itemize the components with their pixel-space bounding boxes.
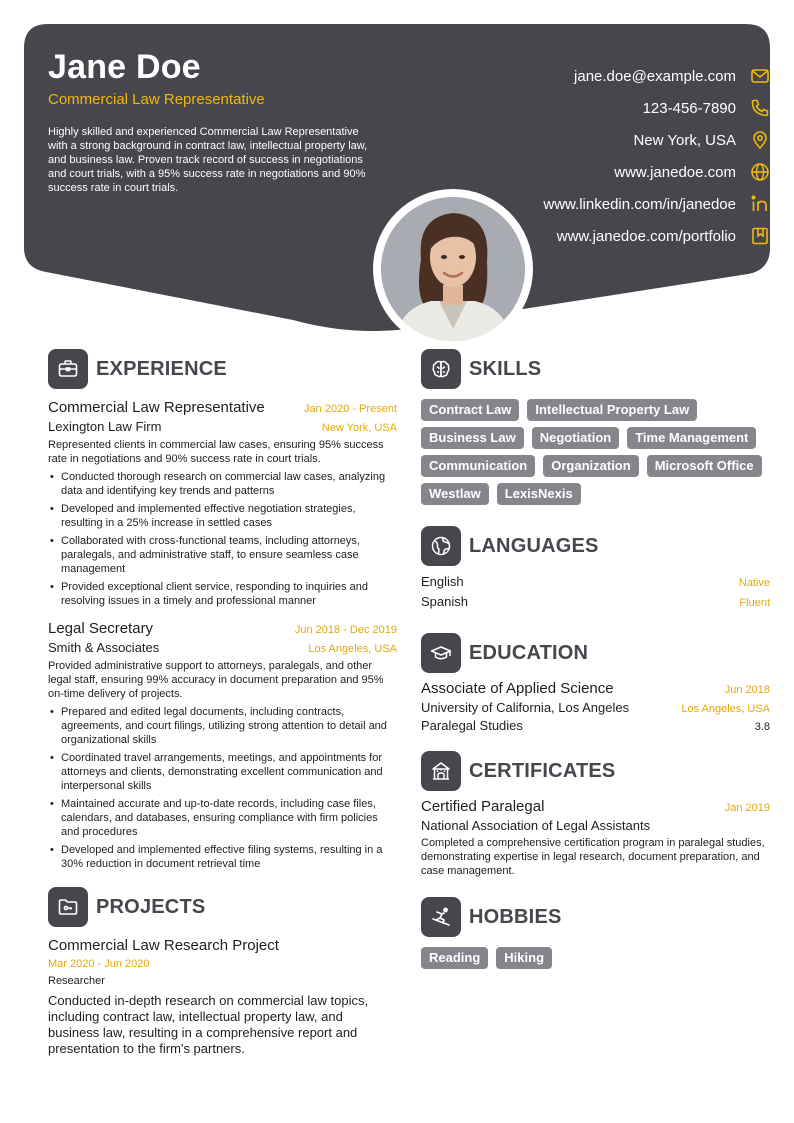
skill-tag: Business Law (421, 427, 524, 449)
skills-list (421, 399, 770, 505)
hobbies-list (421, 947, 770, 969)
experience-entry (48, 620, 397, 871)
phone-icon (750, 98, 770, 118)
right-column (421, 349, 770, 969)
certificate-description: Completed a comprehensive certification program in paralegal studies, demonstrating expertise in legal research, document preparation, and case management. (421, 837, 765, 877)
skill-tag: Time Management (627, 427, 756, 449)
certificate-name: Certified Paralegal (421, 798, 545, 815)
job-bullet: • Coordinated travel arrangements, meetings, and appointments for attorneys and clients, demonstrating excellent communication and interpersonal skills (48, 751, 397, 793)
job-bullet: • Developed and implemented effective filing systems, resulting in a 30% reduction in document retrieval time (48, 843, 397, 871)
skills-header (421, 349, 770, 389)
language-row (421, 594, 770, 614)
folder-icon (48, 887, 88, 927)
certificate-issuer: National Association of Legal Assistants (421, 818, 651, 833)
project-description: Conducted in-depth research on commercial law topics, including contract law, intellectual property law, and business law, resulting in a comprehensive report and presentation to the firm's partners. (48, 993, 369, 1056)
project-title: Commercial Law Research Project (48, 937, 279, 954)
education-title: EDUCATION (469, 641, 589, 664)
field-of-study: Paralegal Studies (421, 718, 523, 733)
certificate-date: Jan 2019 (724, 802, 770, 814)
hobbies-header (421, 897, 770, 937)
language-row (421, 574, 770, 594)
skill-tag: LexisNexis (497, 483, 581, 505)
brain-icon (421, 349, 461, 389)
experience-title: EXPERIENCE (96, 357, 227, 380)
briefcase-icon (48, 349, 88, 389)
contact-email-text[interactable]: jane.doe@example.com (574, 67, 736, 85)
job-title: Commercial Law Representative (48, 399, 265, 416)
degree-name: Associate of Applied Science (421, 680, 614, 697)
candidate-role: Commercial Law Representative (48, 91, 265, 108)
experience-entry (48, 399, 397, 608)
certificate-entry (421, 798, 770, 878)
languages-title: LANGUAGES (469, 534, 599, 557)
job-title: Legal Secretary (48, 620, 154, 637)
languages-list (421, 574, 770, 614)
contact-website[interactable] (350, 156, 770, 188)
candidate-name: Jane Doe (48, 48, 201, 86)
language-name: Spanish (421, 594, 468, 609)
job-bullets (48, 470, 397, 608)
job-summary: Represented clients in commercial law cases, ensuring 95% success rate in negotiations and 90% success rate in court trials. (48, 439, 384, 465)
skills-title: SKILLS (469, 357, 542, 380)
job-dates: Jun 2018 - Dec 2019 (294, 624, 397, 636)
skill-tag: Communication (421, 455, 535, 477)
language-level: Native (738, 577, 770, 589)
contact-phone[interactable] (350, 92, 770, 124)
graduation-cap-icon (421, 633, 461, 673)
skill-tag: Organization (543, 455, 638, 477)
degree-date: Jun 2018 (724, 684, 770, 696)
profile-summary: Highly skilled and experienced Commercial Law Representative with a strong background in contract law, intellectual property law, and business law. Proven track record of success in negotiations and court trials, with a 95% success rate in negotiations and 90% success rate in court trials. (48, 126, 368, 194)
project-entry (48, 937, 397, 1057)
left-column (48, 349, 397, 1057)
school-name: University of California, Los Angeles (421, 700, 630, 715)
contact-website-text[interactable]: www.janedoe.com (614, 163, 736, 181)
globe-language-icon (421, 526, 461, 566)
certificates-header (421, 751, 770, 791)
location-pin-icon (750, 130, 770, 150)
skill-tag: Contract Law (421, 399, 519, 421)
contact-location (350, 124, 770, 156)
language-name: English (421, 574, 464, 589)
job-bullet: • Provided exceptional client service, responding to inquiries and resolving issues in a timely and professional manner (48, 580, 397, 608)
projects-header (48, 887, 397, 927)
mail-icon (750, 66, 770, 86)
languages-header (421, 526, 770, 566)
job-company: Smith & Associates (48, 640, 160, 655)
job-bullets (48, 705, 397, 871)
hobbies-title: HOBBIES (469, 905, 562, 928)
certificates-title: CERTIFICATES (469, 759, 616, 782)
job-location: New York, USA (321, 422, 397, 434)
job-bullet: • Conducted thorough research on commercial law cases, analyzing data and identifying key trends and patterns (48, 470, 397, 498)
hobby-tag: Reading (421, 947, 488, 969)
linkedin-icon (750, 194, 770, 214)
job-company: Lexington Law Firm (48, 419, 162, 434)
gpa-value: 3.8 (754, 721, 770, 733)
bookmark-icon (750, 226, 770, 246)
education-header (421, 633, 770, 673)
contact-phone-text[interactable]: 123-456-7890 (642, 99, 736, 117)
job-summary: Provided administrative support to attorneys, paralegals, and other legal staff, ensuring 99% accuracy in document preparation and 95% on-time delivery of projects. (48, 660, 384, 700)
skill-tag: Westlaw (421, 483, 489, 505)
job-location: Los Angeles, USA (308, 643, 397, 655)
contact-linkedin-text[interactable]: www.linkedin.com/in/janedoe (543, 195, 736, 213)
contact-location-text: New York, USA (633, 131, 736, 149)
education-entry (421, 680, 770, 733)
experience-header (48, 349, 397, 389)
job-bullet: • Maintained accurate and up-to-date records, including case files, calendars, and databases, ensuring compliance with firm policies and procedures (48, 797, 397, 839)
skier-icon (421, 897, 461, 937)
globe-icon (750, 162, 770, 182)
institution-icon (421, 751, 461, 791)
project-dates: Mar 2020 - Jun 2020 (48, 958, 150, 970)
language-level: Fluent (739, 597, 770, 609)
job-bullet: • Prepared and edited legal documents, including contracts, agreements, and court filings, utilizing strong attention to detail and organizational skills (48, 705, 397, 747)
contact-email[interactable] (350, 60, 770, 92)
hobby-tag: Hiking (496, 947, 552, 969)
job-dates: Jan 2020 - Present (304, 403, 397, 415)
skill-tag: Microsoft Office (647, 455, 762, 477)
skill-tag: Negotiation (532, 427, 620, 449)
school-location: Los Angeles, USA (681, 703, 770, 715)
job-bullet: • Collaborated with cross-functional teams, including attorneys, paralegals, and administrative staff, to ensure seamless case management (48, 534, 397, 576)
skill-tag: Intellectual Property Law (527, 399, 697, 421)
profile-photo (381, 197, 525, 341)
contact-portfolio-text[interactable]: www.janedoe.com/portfolio (556, 227, 736, 245)
project-role: Researcher (48, 975, 105, 987)
projects-title: PROJECTS (96, 895, 206, 918)
job-bullet: • Developed and implemented effective negotiation strategies, resulting in a 25% increase in settled cases (48, 502, 397, 530)
